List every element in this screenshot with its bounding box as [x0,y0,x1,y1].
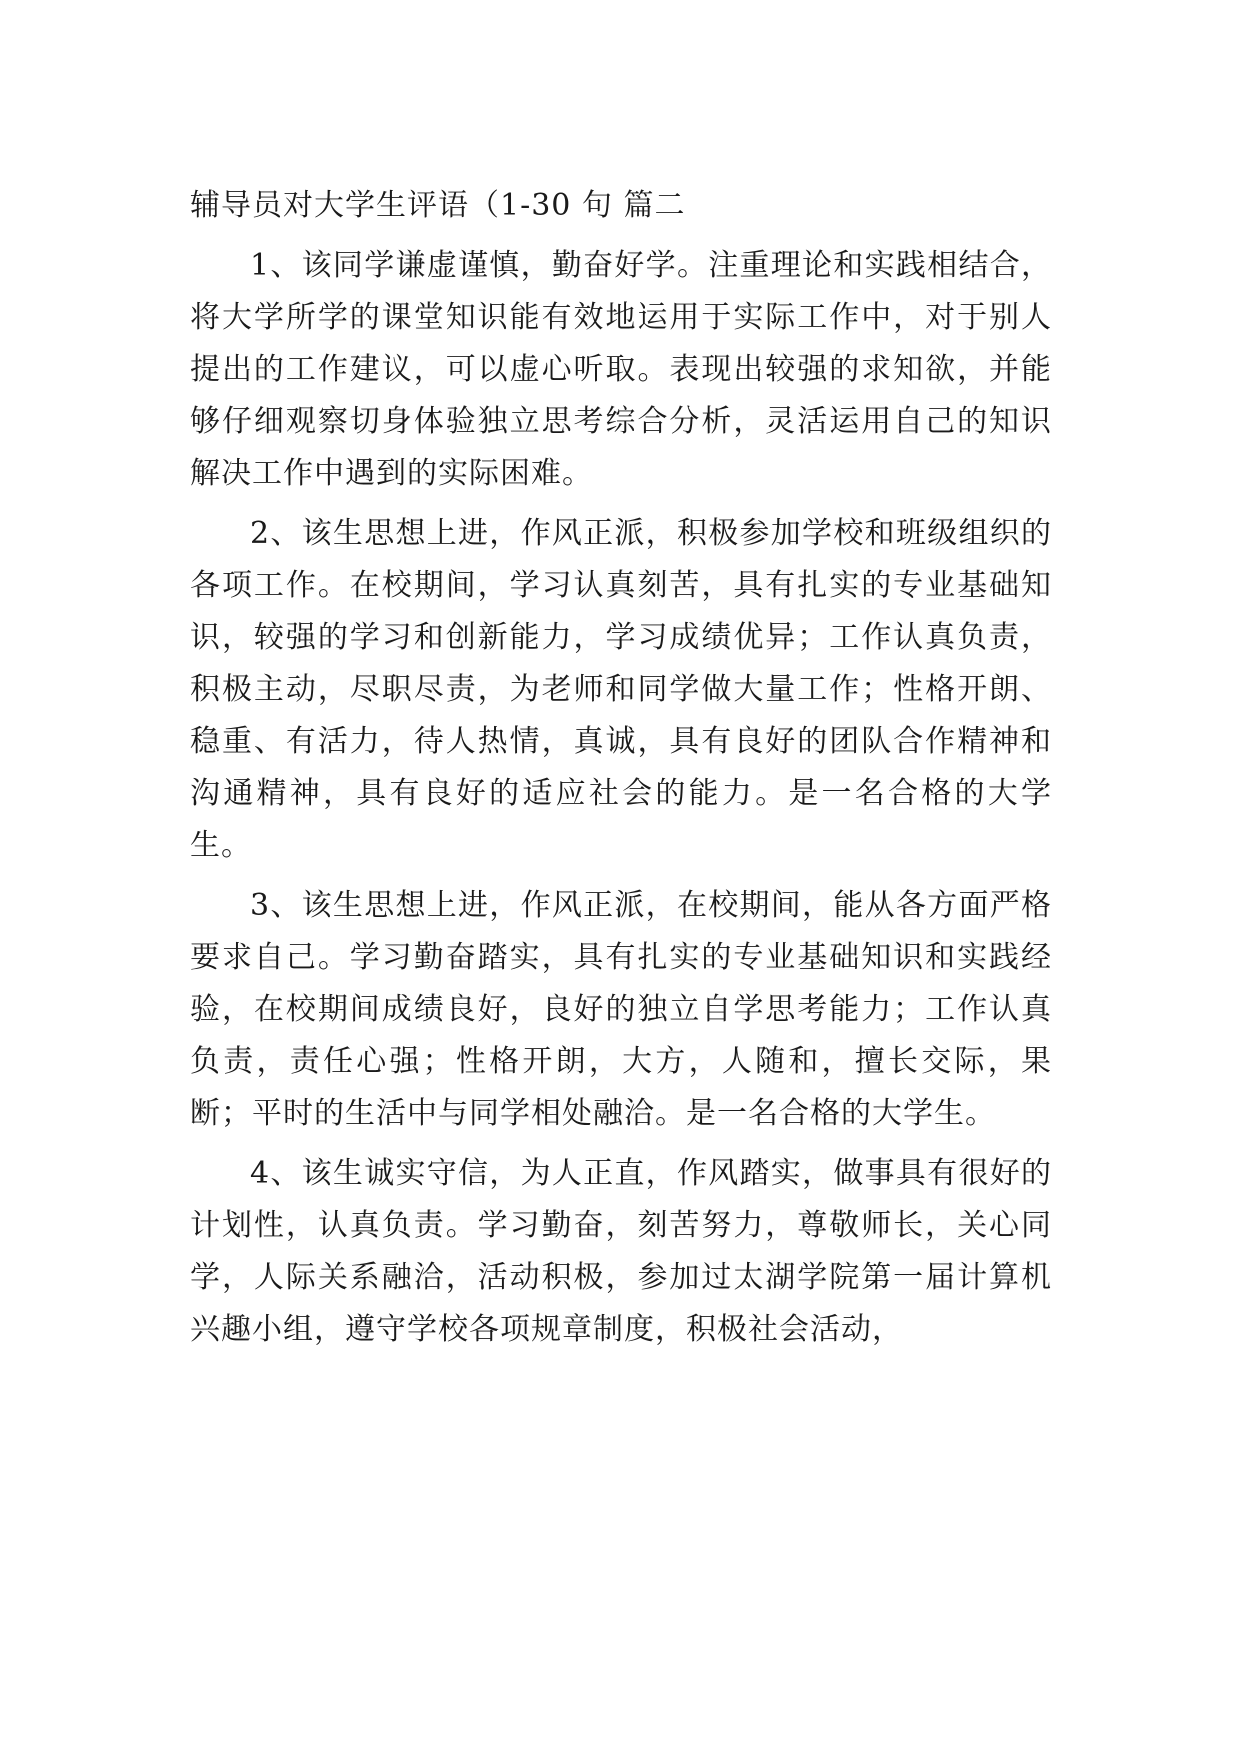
paragraph-2: 2、该生思想上进，作风正派，积极参加学校和班级组织的各项工作。在校期间，学习认真刻苦，具有扎实的专业基础知识，较强的学习和创新能力，学习成绩优异；工作认真负责，积极主动，尽职尽责，为老师和同学做大量工作；性格开朗、稳重、有活力，待人热情，真诚，具有良好的团队合作精神和沟通精神，具有良好的适应社会的能力。是一名合格的大学生。 [190,516,1052,863]
paragraph-3: 3、该生思想上进，作风正派，在校期间，能从各方面严格要求自己。学习勤奋踏实，具有扎实的专业基础知识和实践经验，在校期间成绩良好，良好的独立自学思考能力；工作认真负责，责任心强；性格开朗，大方，人随和，擅长交际，果断；平时的生活中与同学相处融洽。是一名合格的大学生。 [190,888,1052,1131]
document-body [190,180,1052,1356]
document-title: 辅导员对大学生评语（1-30 句 篇二 [190,188,686,223]
paragraph-1: 1、该同学谦虚谨慎，勤奋好学。注重理论和实践相结合，将大学所学的课堂知识能有效地运用于实际工作中，对于别人提出的工作建议，可以虚心听取。表现出较强的求知欲，并能够仔细观察切身体验独立思考综合分析，灵活运用自己的知识解决工作中遇到的实际困难。 [190,248,1052,491]
paragraph-4: 4、该生诚实守信，为人正直，作风踏实，做事具有很好的计划性，认真负责。学习勤奋，刻苦努力，尊敬师长，关心同学，人际关系融洽，活动积极，参加过太湖学院第一届计算机兴趣小组，遵守学校各项规章制度，积极社会活动， [190,1156,1052,1347]
